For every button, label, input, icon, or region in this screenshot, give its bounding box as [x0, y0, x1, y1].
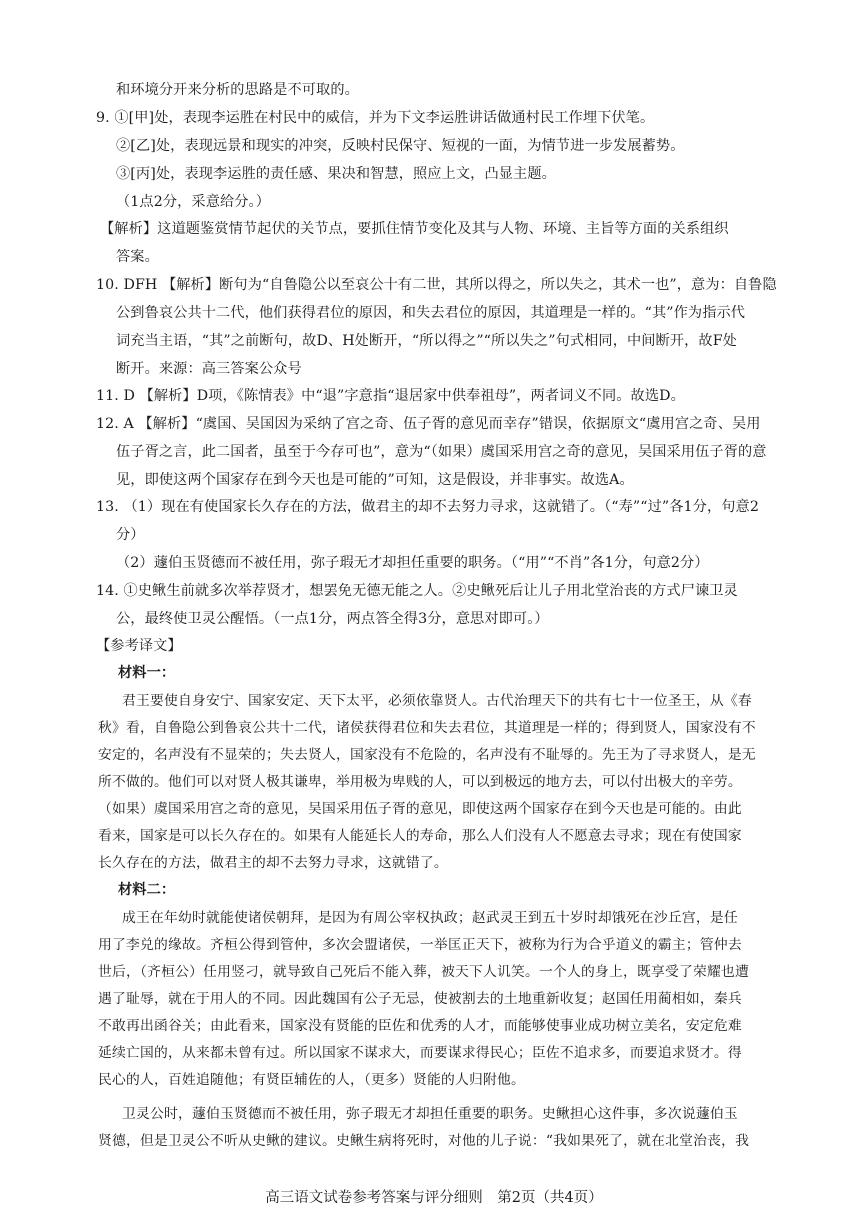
- material-2-line: 民心的人，百姓追随他；有贤臣辅佐的人，（更多）贤能的人归附他。: [98, 1072, 526, 1088]
- answer-9-item-3: ③[丙]处，表现李运胜的责任感、果决和智慧，照应上文，凸显主题。: [116, 166, 556, 182]
- material-2-line: 贤德，但是卫灵公不听从史鳅的建议。史鳅生病将死时，对他的儿子说：“我如果死了，就在北堂治丧，我: [98, 1133, 750, 1149]
- answer-13-part-1-cont: 分）: [116, 527, 145, 543]
- answer-12-cont-1: 伍子胥之言，此二国者，虽至于今存可也”，意为“（如果）虞国采用宫之奇的意见，吴国采用伍子胥的意: [116, 444, 767, 460]
- answer-13-part-1: 13. （1）现在有使国家长久存在的方法，做君主的却不去努力寻求，这就错了。（“寿”“过”各1分，句意2: [96, 499, 759, 515]
- material-2-heading: 材料二：: [118, 882, 176, 898]
- material-1-line: 安定的，名声没有不显荣的；失去贤人，国家没有不危险的，名声没有不耻辱的。先王为了寻求贤人，是无: [98, 747, 756, 763]
- material-1-line: （如果）虞国采用宫之奇的意见，吴国采用伍子胥的意见，即使这两个国家存在到今天也是可能的。由此: [98, 801, 742, 817]
- material-1-heading: 材料一：: [118, 665, 176, 681]
- answer-9-analysis-cont: 答案。: [116, 249, 159, 265]
- answer-9-item-1: 9. ①[甲]处，表现李运胜在村民中的威信，并为下文李运胜讲话做通村民工作埋下伏笔。: [96, 110, 655, 126]
- text-line-continuation: 和环境分开来分析的思路是不可取的。: [116, 82, 359, 98]
- material-2-line: 用了李兑的缘故。齐桓公得到管仲，多次会盟诸侯，一举匡正天下，被称为行为合乎道义的霸主；管仲去: [98, 937, 742, 953]
- material-2-line: 遇了耻辱，就在于用人的不同。因此魏国有公子无忌，使被割去的土地重新收复；赵国任用蔺相如，秦兵: [98, 991, 742, 1007]
- material-1-line: 看来，国家是可以长久存在的。如果有人能延长人的寿命，那么人们没有人不愿意去寻求；现在有使国家: [98, 828, 742, 844]
- answer-12-cont-2: 见，即使这两个国家存在到今天也是可能的”可知，这是假设，并非事实。故选A。: [116, 472, 634, 488]
- answer-14-cont: 公，最终使卫灵公醒悟。（一点1分，两点答全得3分，意思对即可。）: [116, 611, 549, 627]
- answer-9-scoring: （1点2分，采意给分。）: [116, 194, 271, 210]
- material-1-line: 长久存在的方法，做君主的却不去努力寻求，这就错了。: [98, 855, 448, 871]
- answer-13-part-2: （2）蘧伯玉贤德而不被任用，弥子瑕无才却担任重要的职务。（“用”“不肖”各1分，句意2分）: [116, 555, 709, 571]
- page-footer: 高三语文试卷参考答案与评分细则 第2页（共4页）: [265, 1190, 603, 1206]
- answer-10-cont-1: 公到鲁哀公共十二代，他们获得君位的原因，和失去君位的原因，其道理是一样的。“其”作为指示代: [116, 305, 746, 321]
- material-2-line: 延续亡国的，从来都未曾有过。所以国家不谋求大，而要谋求得民心；臣佐不追求多，而要追求贤才。得: [98, 1045, 742, 1061]
- material-2-line: 成王在年幼时就能使诸侯朝拜，是因为有周公宰权执政；赵武灵王到五十岁时却饿死在沙丘宫，是任: [122, 910, 738, 926]
- answer-9-item-2: ②[乙]处，表现远景和现实的冲突，反映村民保守、短视的一面，为情节进一步发展蓄势。: [116, 138, 685, 154]
- material-2-line: 世后，（齐桓公）任用竖刁，就导致自己死后不能入葬，被天下人讥笑。一个人的身上，既享受了荣耀也遭: [98, 964, 749, 980]
- material-2-line: 卫灵公时，蘧伯玉贤德而不被任用，弥子瑕无才却担任重要的职务。史鳅担心这件事，多次说蘧伯玉: [122, 1106, 738, 1122]
- answer-12: 12. A 【解析】“虞国、吴国因为采纳了宫之奇、伍子胥的意见而幸存”错误，依据原文“虞用宫之奇、吴用: [96, 416, 761, 432]
- material-1-line: 所不做的。他们可以对贤人极其谦卑，举用极为卑贱的人，可以到极远的地方去，可以付出极大的辛劳。: [98, 774, 742, 790]
- answer-10-cont-3: 断开。来源：高三答案公众号: [116, 361, 302, 377]
- material-1-line: 秋》看，自鲁隐公到鲁哀公共十二代，诸侯获得君位和失去君位，其道理是一样的；得到贤人，国家没有不: [98, 720, 756, 736]
- answer-9-analysis: 【解析】这道题鉴赏情节起伏的关节点，要抓住情节变化及其与人物、环境、主旨等方面的关系组织: [100, 221, 729, 237]
- reference-translation-heading: 【参考译文】: [96, 638, 182, 654]
- answer-11: 11. D 【解析】D项，《陈情表》中“退”字意指“退居家中供奉祖母”，两者词义不同。故选D。: [96, 388, 685, 404]
- answer-10-cont-2: 词充当主语，“其”之前断句，故D、H处断开，“所以得之”“所以失之”句式相同，中间断开，故F处: [116, 333, 737, 349]
- material-1-line: 君王要使自身安宁、国家安定、天下太平，必须依靠贤人。古代治理天下的共有七十一位圣王，从《春: [122, 693, 752, 709]
- answer-10: 10. DFH 【解析】断句为“自鲁隐公以至哀公十有二世，其所以得之，所以失之，其术一也”，意为：自鲁隐: [96, 277, 777, 293]
- answer-14: 14. ①史鳅生前就多次举荐贤才，想罢免无德无能之人。②史鳅死后让儿子用北堂治丧的方式尸谏卫灵: [96, 583, 738, 599]
- material-2-line: 不敢再出函谷关；由此看来，国家没有贤能的臣佐和优秀的人才，而能够使事业成功树立美名，安定危难: [98, 1018, 742, 1034]
